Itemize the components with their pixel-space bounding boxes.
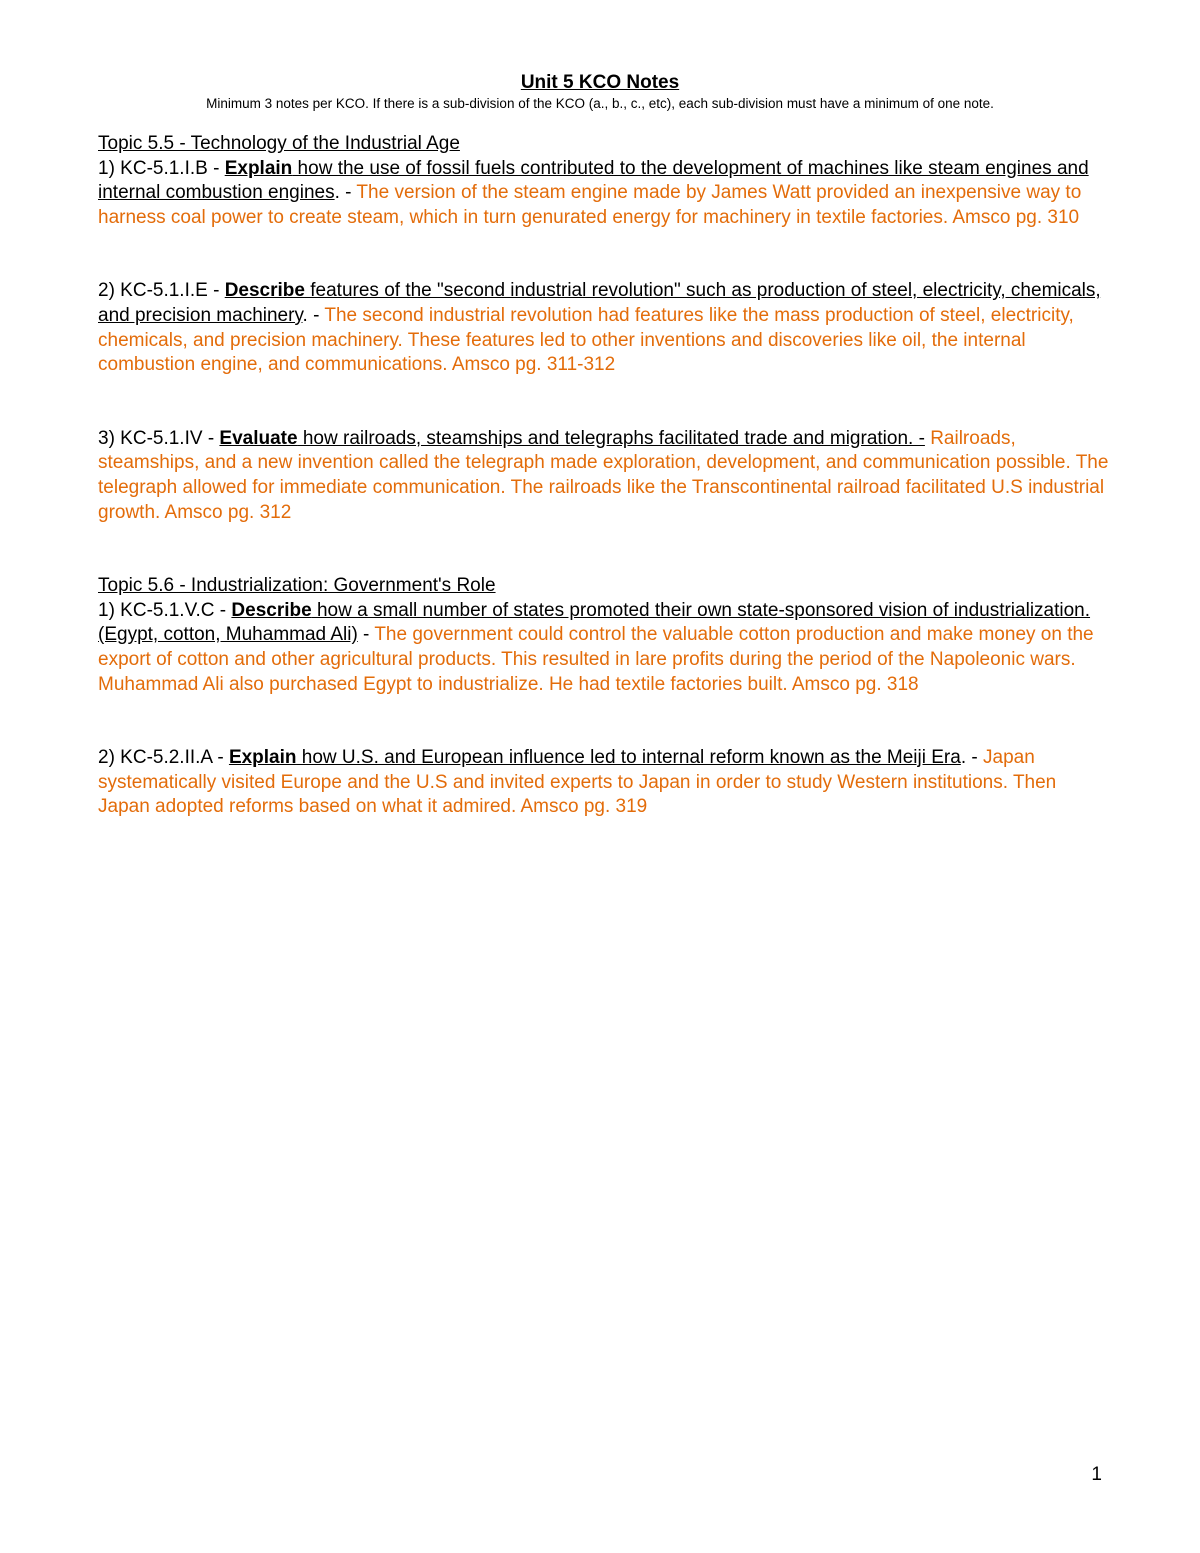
spacer [98,230,1110,279]
kco-entry [98,599,1110,697]
kco-text: features of the "second industrial revolution" such as production of steel, electricity, chemicals, and precision machinery [98,280,1101,326]
kco-separator: - [357,624,375,646]
document-title: Unit 5 KCO Notes [520,72,680,93]
kco-note: Railroads, steamships, and a new invention called the telegraph made exploration, development, and communication possible. The telegraph allowed for immediate communication. The railroads like the Transcontinental railroad facilitated U.S industrial growth. Amsco pg. 312 [98,427,1109,523]
page-number: 1 [1091,1464,1102,1485]
kco-verb: Describe [224,280,305,302]
kco-statement [219,428,925,449]
topic-heading: Topic 5.6 - Industrialization: Government's Role [98,575,496,597]
kco-entry [98,279,1110,377]
kco-entry [98,427,1110,525]
kco-separator: . - [960,747,983,769]
kco-verb: Evaluate [219,427,298,449]
kco-entry [98,157,1110,231]
kco-text: how U.S. and European influence led to internal reform known as the Meiji Era [296,747,961,769]
kco-separator: . - [334,182,357,204]
kco-prefix: 1) KC-5.1.I.B - [98,157,225,179]
kco-note: The version of the steam engine made by James Watt provided an inexpensive way to harness coal power to create steam, which in turn genurated energy for machinery in textile factories. Amsco pg. 310 [98,182,1082,228]
kco-verb: Explain [224,157,293,179]
kco-verb: Explain [228,747,297,769]
spacer [98,378,1110,427]
kco-prefix: 2) KC-5.2.II.A - [98,747,229,769]
notes-content [98,132,1110,820]
kco-entry [98,746,1110,820]
kco-note: The government could control the valuable cotton production and make money on the export of cotton and other agricultural products. This resulted in lare profits during the period of the Napoleonic wars. Muhammad Ali also purchased Egypt to industrialize. He had textile factories built. Amsco pg. 318 [98,624,1094,695]
kco-statement [229,747,961,768]
spacer [98,525,1110,574]
kco-text: how the use of fossil fuels contributed to the development of machines like steam engines and internal combustion engines [98,157,1089,204]
kco-note: The second industrial revolution had features like the mass production of steel, electricity, chemicals, and precision machinery. These features led to other inventions and discoveries like oil, the internal combustion engine, and communications. Amsco pg. 311-312 [98,304,1074,376]
topic-heading: Topic 5.5 - Technology of the Industrial Age [98,133,460,154]
spacer [98,697,1110,746]
kco-prefix: 1) KC-5.1.V.C - [98,599,232,621]
kco-prefix: 3) KC-5.1.IV - [98,427,220,449]
kco-text: how railroads, steamships and telegraphs facilitated trade and migration. - [297,427,925,449]
kco-note: Japan systematically visited Europe and the U.S and invited experts to Japan in order to study Western institutions. Then Japan adopted reforms based on what it admired. Amsco pg. 319 [98,747,1057,818]
kco-separator: . - [302,304,325,326]
kco-text: how a small number of states promoted their own state-sponsored vision of industrialization. (Egypt, cotton, Muhammad Ali) [98,599,1091,646]
document-subtitle: Minimum 3 notes per KCO. If there is a sub-division of the KCO (a., b., c., etc), each sub-division must have a minimum of one note. [206,96,994,111]
kco-verb: Describe [231,599,312,621]
kco-prefix: 2) KC-5.1.I.E - [98,280,225,302]
